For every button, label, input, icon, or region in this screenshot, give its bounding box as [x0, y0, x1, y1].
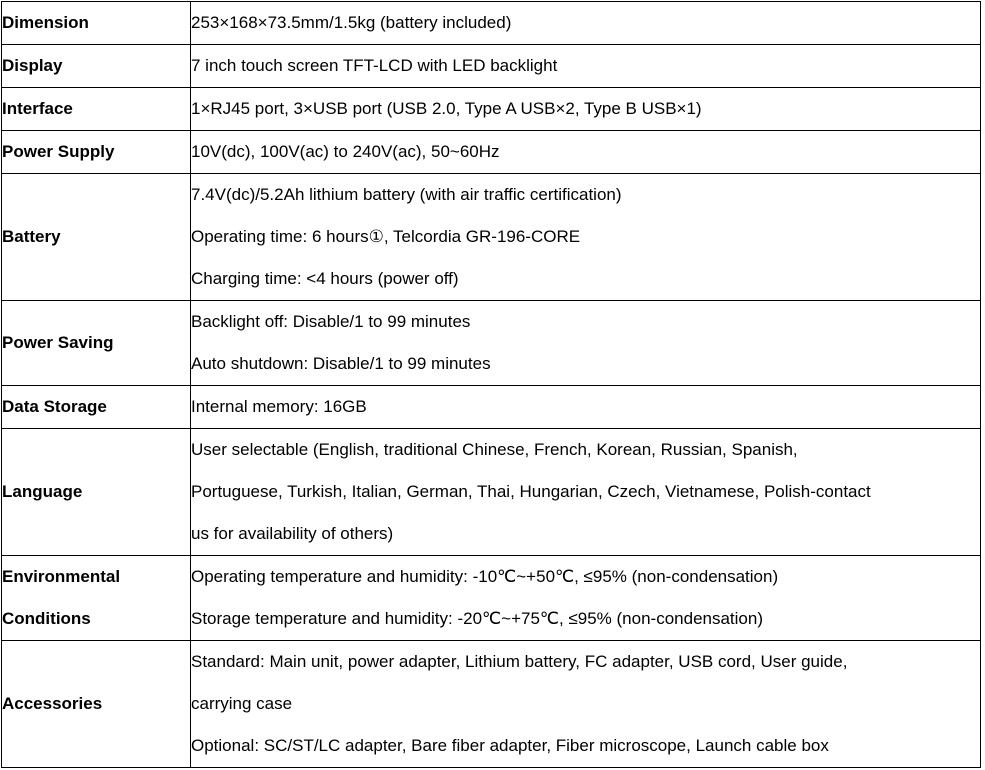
spec-value	[191, 386, 981, 429]
spec-row-power-saving	[2, 301, 981, 386]
spec-value-line: Storage temperature and humidity: -20℃~+75℃, ≤95% (non-condensation)	[191, 609, 764, 628]
spec-label: Power Saving	[2, 301, 191, 386]
spec-row-battery	[2, 174, 981, 301]
spec-value-line: Auto shutdown: Disable/1 to 99 minutes	[191, 354, 491, 373]
spec-label	[2, 556, 191, 641]
spec-value-line: Charging time: <4 hours (power off)	[191, 269, 459, 288]
spec-row-dimension	[2, 2, 981, 45]
spec-row-interface	[2, 88, 981, 131]
spec-label: Battery	[2, 174, 191, 301]
spec-value-line: Operating time: 6 hours①, Telcordia GR-196-CORE	[191, 227, 581, 246]
spec-value	[191, 174, 981, 301]
spec-value-line: User selectable (English, traditional Chinese, French, Korean, Russian, Spanish,	[191, 440, 798, 459]
spec-label: Language	[2, 429, 191, 556]
spec-label-line: Conditions	[2, 609, 91, 628]
spec-label: Power Supply	[2, 131, 191, 174]
spec-label: Display	[2, 45, 191, 88]
spec-value	[191, 429, 981, 556]
spec-value-line: 1×RJ45 port, 3×USB port (USB 2.0, Type A USB×2, Type B USB×1)	[191, 99, 702, 118]
spec-value-line: 7.4V(dc)/5.2Ah lithium battery (with air traffic certification)	[191, 185, 622, 204]
spec-value-line: Optional: SC/ST/LC adapter, Bare fiber adapter, Fiber microscope, Launch cable box	[191, 736, 829, 755]
spec-value-line: us for availability of others)	[191, 524, 394, 543]
spec-value	[191, 131, 981, 174]
spec-value-line: Internal memory: 16GB	[191, 397, 367, 416]
spec-value	[191, 88, 981, 131]
spec-value-line: Operating temperature and humidity: -10℃~+50℃, ≤95% (non-condensation)	[191, 567, 779, 586]
spec-label: Interface	[2, 88, 191, 131]
spec-value-line: Standard: Main unit, power adapter, Lithium battery, FC adapter, USB cord, User guide,	[191, 652, 848, 671]
spec-label: Accessories	[2, 641, 191, 768]
spec-value-line: Portuguese, Turkish, Italian, German, Thai, Hungarian, Czech, Vietnamese, Polish-contact	[191, 482, 871, 501]
spec-row-language	[2, 429, 981, 556]
spec-value	[191, 45, 981, 88]
spec-row-data-storage	[2, 386, 981, 429]
spec-value	[191, 556, 981, 641]
spec-row-power-supply	[2, 131, 981, 174]
spec-value	[191, 301, 981, 386]
spec-value-line: 253×168×73.5mm/1.5kg (battery included)	[191, 13, 512, 32]
spec-label: Data Storage	[2, 386, 191, 429]
spec-row-environmental-conditions	[2, 556, 981, 641]
specifications-table	[1, 1, 981, 768]
spec-value-line: carrying case	[191, 694, 293, 713]
spec-value	[191, 2, 981, 45]
spec-value-line: Backlight off: Disable/1 to 99 minutes	[191, 312, 471, 331]
spec-value	[191, 641, 981, 768]
spec-label-line: Environmental	[2, 567, 121, 586]
spec-label: Dimension	[2, 2, 191, 45]
spec-value-line: 7 inch touch screen TFT-LCD with LED backlight	[191, 56, 558, 75]
spec-value-line: 10V(dc), 100V(ac) to 240V(ac), 50~60Hz	[191, 142, 500, 161]
spec-row-display	[2, 45, 981, 88]
spec-row-accessories	[2, 641, 981, 768]
